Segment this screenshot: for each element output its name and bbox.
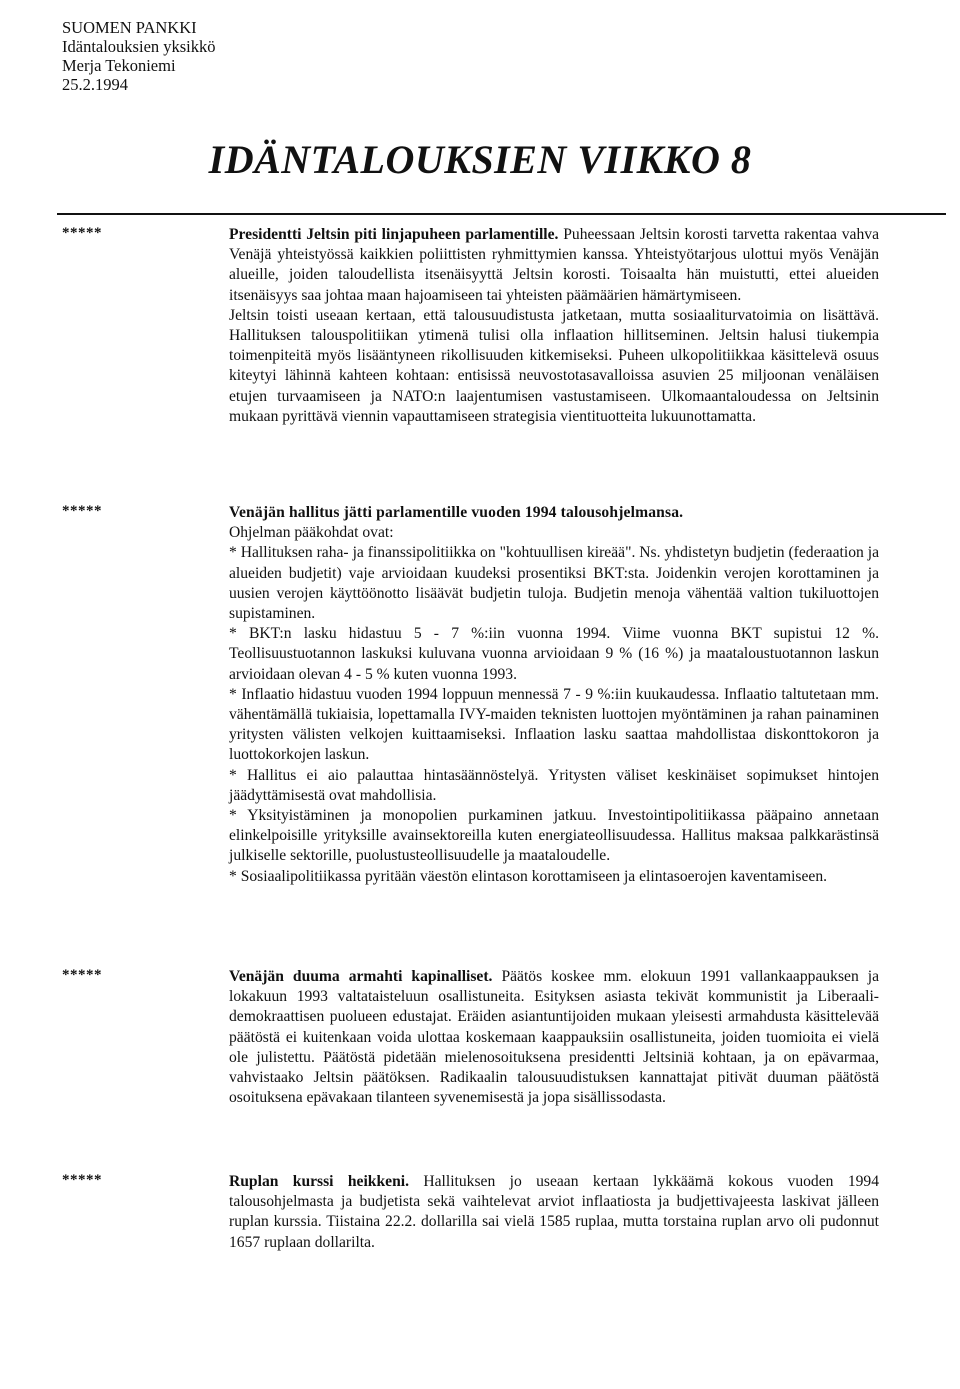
header-unit: Idäntalouksien yksikkö (62, 37, 216, 56)
item-marker: ***** (62, 503, 102, 519)
item-body (229, 1172, 879, 1253)
title-divider (57, 213, 946, 215)
header-date: 25.2.1994 (62, 75, 128, 94)
item-text: Puheessaan Jeltsin korosti tarvetta rakentaa vahva Venäjä yhteistyössä kaikkien poliittisten ryhmittymien kanssa. Yhteistyötarjous ulottui myös Venäjän alueille, joiden taloudellista itsenäisyyttä Jeltsin korosti. Toisaalta hän muistutti, ettei alueiden itsenäisyys saa johtaa maan hajoamiseen tai yhteisten päämäärien hämärtymiseen. (229, 226, 879, 304)
document-header (62, 18, 216, 94)
item-marker: ***** (62, 1172, 102, 1188)
item-marker: ***** (62, 225, 102, 241)
item-heading: Presidentti Jeltsin piti linjapuheen parlamentille. (229, 226, 559, 243)
item-bullet: * Yksityistäminen ja monopolien purkaminen jatkuu. Investointipolitiikassa pääpaino annetaan elinkelpoisille yrityksille avainsektoreilla kuten energiateollisuudessa. Hallitus maksaa palkkarästinsä julkiselle sektorille, puolustusteollisuudelle ja maataloudelle. (229, 807, 879, 865)
item-marker: ***** (62, 967, 102, 983)
item-text: Päätös koskee mm. elokuun 1991 vallankaappauksen ja lokakuun 1993 valtataisteluun osallistuneita. Esityksen asiasta tekivät kommunistit ja Liberaali-demokraattisen puolueen edustajat. Eräiden asiantuntijoiden mukaan yleisesti armahdusta käsittelevää päätöstä ei kuitenkaan voida ulottaa koskemaan kaappauksiin osallistuneita, joiden tuomioita ei vielä ole julistettu. Päätöstä pidetään mielenosoituksena presidentti Jeltsiniä kohtaan, ja on epävarmaa, vahvistaako Jeltsin päätöksen. Radikaalin talousuudistuksen kannattajat pitivät duuman päätöstä osoituksena epävakaan tilanteen syvenemisestä ja jopa sisällissodasta. (229, 968, 880, 1107)
item-heading: Ruplan kurssi heikkeni. (229, 1173, 409, 1190)
item-body (229, 225, 879, 427)
header-organization: SUOMEN PANKKI (62, 18, 197, 37)
item-bullet: * Inflaatio hidastuu vuoden 1994 loppuun mennessä 7 - 9 %:iin kuukaudessa. Inflaatio taltutetaan mm. vähentämällä tukiaisia, lopettamalla IVY-maiden teknisten luottojen myöntäminen ja rahan painaminen yritysten välisten velkojen kuittaamiseksi. Inflaation lasku saattaa mahdollistaa diskonttokoron ja luottokorkojen laskun. (229, 685, 879, 764)
item-bullet: * Hallituksen raha- ja finanssipolitiikka on "kohtuullisen kireää". Ns. yhdistetyn budjetin (federaation ja alueiden budjetit) vaje arvioidaan kuudeksi prosentiksi BKT:sta. Joidenkin verojen korottaminen ja uusien verojen käyttöönotto lisäävät budjetin tuloja. Budjetin menoja vähentää valtion tukiluottojen supistaminen. (229, 544, 879, 623)
document-title: IDÄNTALOUKSIEN VIIKKO 8 (208, 137, 752, 182)
item-bullet: * Sosiaalipolitiikassa pyritään väestön elintason korottamiseen ja elintasoerojen kaventamiseen. (229, 867, 828, 885)
item-heading (229, 503, 879, 523)
item-body (229, 967, 879, 1108)
item-paragraph (229, 967, 879, 1108)
item-bullet: * Hallitus ei aio palauttaa hintasäännöstelyä. Yritysten väliset keskinäiset sopimukset hintojen jäädyttämisestä ovat mahdollisia. (229, 766, 879, 804)
item-paragraph (229, 225, 879, 306)
header-author: Merja Tekoniemi (62, 56, 176, 75)
item-text: Hallituksen jo useaan kertaan lykkäämä kokous vuoden 1994 talousohjelmasta ja budjetista sekä vaihtelevat arviot inflaatiosta ja budjettivajeesta laskivat jälleen ruplan kurssia. Tiistaina 22.2. dollarilla sai vielä 1585 ruplaa, mutta torstaina ruplan arvo oli pudonnut 1657 ruplaan dollarilta. (229, 1173, 880, 1251)
item-heading: Venäjän duuma armahti kapinalliset. (229, 968, 493, 985)
item-heading-text: Venäjän hallitus jätti parlamentille vuoden 1994 talousohjelmansa. (229, 504, 684, 521)
item-body (229, 503, 879, 887)
item-paragraph: Jeltsin toisti useaan kertaan, että talousuudistusta jatketaan, mutta sosiaaliturvatoimia on lisättävä. Hallituksen talouspolitiikan ytimenä tulisi olla inflaation hillitseminen. Jeltsin halusi tiukempia toimenpiteitä myös lisääntyneen rikollisuuden kitkemiseksi. Puheen ulkopolitiikkaa käsittelevä osuus kiteytyi lähinnä kahteen kohtaan: entisissä neuvostotasavalloissa asuvien 25 miljoonan venäläisen etujen turvaamiseen ja NATO:n laajentumisen vastustamiseen. Ulkomaantaloudessa on Jeltsinin mukaan pyrittävä viennin vapauttamiseen strategisia vientituotteita lukuunottamatta. (229, 306, 879, 425)
item-bullet: * BKT:n lasku hidastuu 5 - 7 %:iin vuonna 1994. Viime vuonna BKT supistui 12 %. Teollisuustuotannon laskuksi kuluvana vuonna arvioidaan 9 % (16 %) ja maataloustuotannon laskun arvioidaan olevan 4 - 5 % kuten vuonna 1993. (229, 625, 879, 683)
item-paragraph (229, 1172, 879, 1253)
item-paragraph: Ohjelman pääkohdat ovat: (229, 524, 394, 542)
